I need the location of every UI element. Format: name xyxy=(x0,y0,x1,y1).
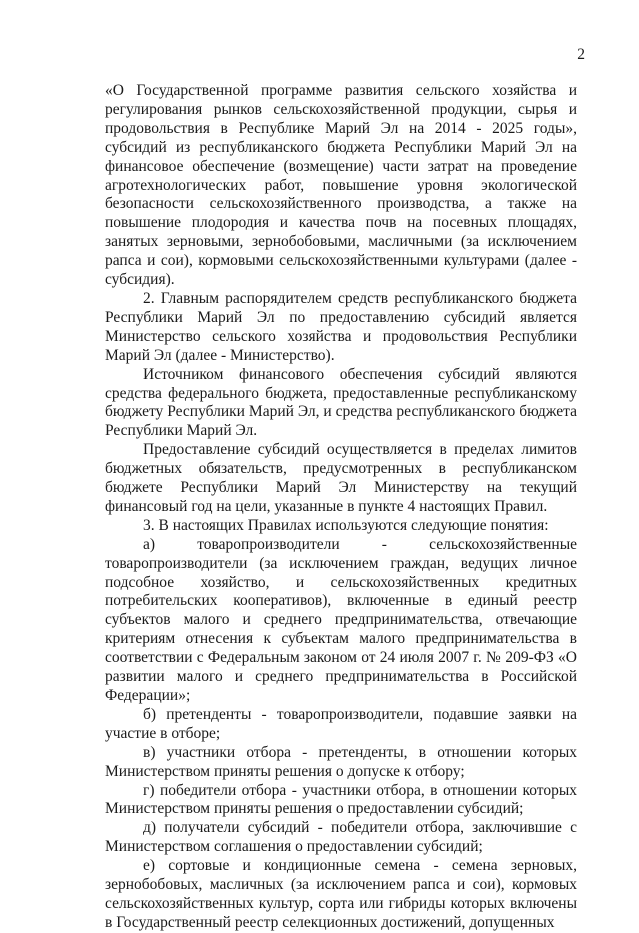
definition-a: а) товаропроизводители - сельскохозяйственные товаропроизводители (за исключением граждан, ведущих личное подсобное хозяйство, и сельскохозяйственных кредитных потребительских кооперативов), включенные в единый реестр субъектов малого и среднего предпринимательства, отвечающие критериям отнесения к субъектам малого предпринимательства в соответствии с Федеральным законом от 24 июля 2007 г. № 209-ФЗ «О развитии малого и среднего предпринимательства в Российской Федерации»; xyxy=(105,535,577,704)
paragraph-item-2: 2. Главным распорядителем средств республиканского бюджета Республики Марий Эл по предоставлению субсидий является Министерство сельского хозяйства и продовольствия Республики Марий Эл (далее - Министерство). xyxy=(105,289,577,364)
definition-e: е) сортовые и кондиционные семена - семена зерновых, зернобобовых, масличных (за исключением рапса и сои), кормовых сельскохозяйственных культур, сорта или гибриды которых включены в Государственный реестр селекционных достижений, допущенных xyxy=(105,857,577,931)
definition-g: г) победители отбора - участники отбора, в отношении которых Министерством приняты решения о предоставлении субсидий; xyxy=(105,781,577,818)
definition-d: д) получатели субсидий - победители отбора, заключившие с Министерством соглашения о предоставлении субсидий; xyxy=(105,819,577,856)
paragraph-funding-source: Источником финансового обеспечения субсидий являются средства федерального бюджета, предоставленные республиканскому бюджету Республики Марий Эл, и средства республиканского бюджета Республики Марий Эл. xyxy=(105,365,577,440)
paragraph-continuation: «О Государственной программе развития сельского хозяйства и регулирования рынков сельскохозяйственной продукции, сырья и продовольствия в Республике Марий Эл на 2014 - 2025 годы», субсидий из республиканского бюджета Республики Марий Эл на финансовое обеспечение (возмещение) части затрат на проведение агротехнологических работ, повышение уровня экологической безопасности сельскохозяйственного производства, а также на повышение плодородия и качества почв на посевных площадях, занятых зерновыми, зернобобовыми, масличными (за исключением рапса и сои), кормовыми сельскохозяйственными культурами (далее - субсидия). xyxy=(105,82,577,289)
paragraph-item-3: 3. В настоящих Правилах используются следующие понятия: xyxy=(143,516,549,534)
page-number: 2 xyxy=(577,46,585,63)
paragraph-budget-limits: Предоставление субсидий осуществляется в пределах лимитов бюджетных обязательств, предусмотренных в республиканском бюджете Республики Марий Эл Министерству на текущий финансовый год на цели, указанные в пункте 4 настоящих Правил. xyxy=(105,441,577,515)
definition-b: б) претенденты - товаропроизводители, подавшие заявки на участие в отборе; xyxy=(105,705,577,742)
document-body xyxy=(105,82,577,933)
definition-v: в) участники отбора - претенденты, в отношении которых Министерством приняты решения о допуске к отбору; xyxy=(105,743,577,780)
